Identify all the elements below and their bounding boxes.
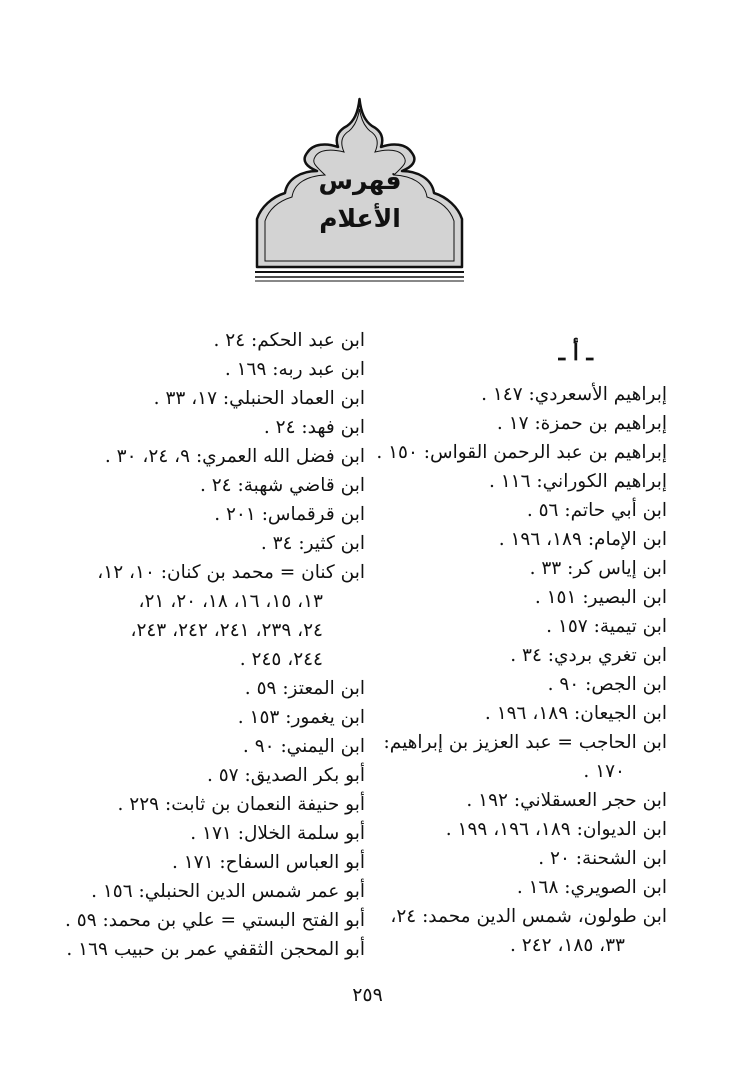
index-entry: إبراهيم الكوراني: ١١٦ . [488, 471, 667, 492]
index-entry: أبو العباس السفاح: ١٧١ . [171, 852, 365, 873]
index-entry-line: ابن كنان = محمد بن كنان: ١٠، ١٢، [97, 562, 365, 583]
index-entry-continuation: ٢٤، ٢٣٩، ٢٤١، ٢٤٢، ٢٤٣، [130, 620, 323, 641]
index-entry: ابن الديوان: ١٨٩، ١٩٦، ١٩٩ . [445, 819, 667, 840]
index-entry [385, 902, 667, 960]
index-entry-continuation: ١٣، ١٥، ١٦، ١٨، ٢٠، ٢١، [138, 591, 323, 612]
index-entry: ابن تغري بردي: ٣٤ . [510, 645, 667, 666]
index-entry: ابن أبي حاتم: ٥٦ . [526, 500, 667, 521]
index-entry: ابن قاضي شهبة: ٢٤ . [199, 475, 365, 496]
index-entry: ابن الصويري: ١٦٨ . [516, 877, 667, 898]
index-entry: ابن يغمور: ١٥٣ . [237, 707, 365, 728]
index-entry: أبو المحجن الثقفي عمر بن حبيب ١٦٩ . [66, 939, 365, 960]
index-entry: ابن الإمام: ١٨٩، ١٩٦ . [498, 529, 667, 550]
index-entry: ابن إياس كر: ٣٣ . [529, 558, 667, 579]
index-entry: ابن البصير: ١٥١ . [534, 587, 667, 608]
index-entry: ابن قرقماس: ٢٠١ . [214, 504, 365, 525]
index-column-left [60, 326, 365, 964]
index-entry: ابن كثير: ٣٤ . [260, 533, 365, 554]
index-entry: ابن العماد الحنبلي: ١٧، ٣٣ . [153, 388, 365, 409]
index-entry: إبراهيم بن عبد الرحمن القواس: ١٥٠ . [376, 442, 667, 463]
index-entry: ابن فهد: ٢٤ . [263, 417, 365, 438]
index-title-line1: فهرس [318, 166, 402, 195]
index-entry-continuation: ١٧٠ . [583, 761, 625, 782]
index-entry: أبو عمر شمس الدين الحنبلي: ١٥٦ . [91, 881, 365, 902]
section-letter-heading: ـ أ ـ [558, 340, 593, 366]
index-entry: ابن الجص: ٩٠ . [547, 674, 667, 695]
index-entry: ابن عبد ربه: ١٦٩ . [224, 359, 365, 380]
index-title-line2: الأعلام [319, 204, 401, 233]
index-entry: أبو سلمة الخلال: ١٧١ . [190, 823, 365, 844]
index-entry-continuation: ٢٤٤، ٢٤٥ . [239, 649, 323, 670]
index-entry [60, 558, 365, 674]
index-entry-continuation: ٣٣، ١٨٥، ٢٤٢ . [510, 935, 625, 956]
index-entry: ابن حجر العسقلاني: ١٩٢ . [466, 790, 667, 811]
index-entry: ابن تيمية: ١٥٧ . [546, 616, 667, 637]
page-number: ٢٥٩ [352, 984, 383, 1006]
index-entry: ابن فضل الله العمري: ٩، ٢٤، ٣٠ . [104, 446, 365, 467]
index-entry: ابن اليمني: ٩٠ . [242, 736, 365, 757]
index-entry: ابن الجيعان: ١٨٩، ١٩٦ . [484, 703, 667, 724]
index-entry: ابن عبد الحكم: ٢٤ . [213, 330, 365, 351]
index-entry: أبو حنيفة النعمان بن ثابت: ٢٢٩ . [117, 794, 365, 815]
index-entry: إبراهيم بن حمزة: ١٧ . [496, 413, 667, 434]
index-entry: ابن الشحنة: ٢٠ . [538, 848, 667, 869]
index-entry [385, 728, 667, 786]
index-entry-line: ابن طولون، شمس الدين محمد: ٢٤، [390, 906, 667, 927]
index-entry-line: ابن الحاجب = عبد العزيز بن إبراهيم: [383, 732, 667, 753]
index-entry: إبراهيم الأسعردي: ١٤٧ . [481, 384, 667, 405]
index-entry: أبو بكر الصديق: ٥٧ . [206, 765, 365, 786]
index-column-right [376, 326, 667, 960]
index-entry: ابن المعتز: ٥٩ . [244, 678, 365, 699]
index-entry: أبو الفتح البستي = علي بن محمد: ٥٩ . [65, 910, 365, 931]
